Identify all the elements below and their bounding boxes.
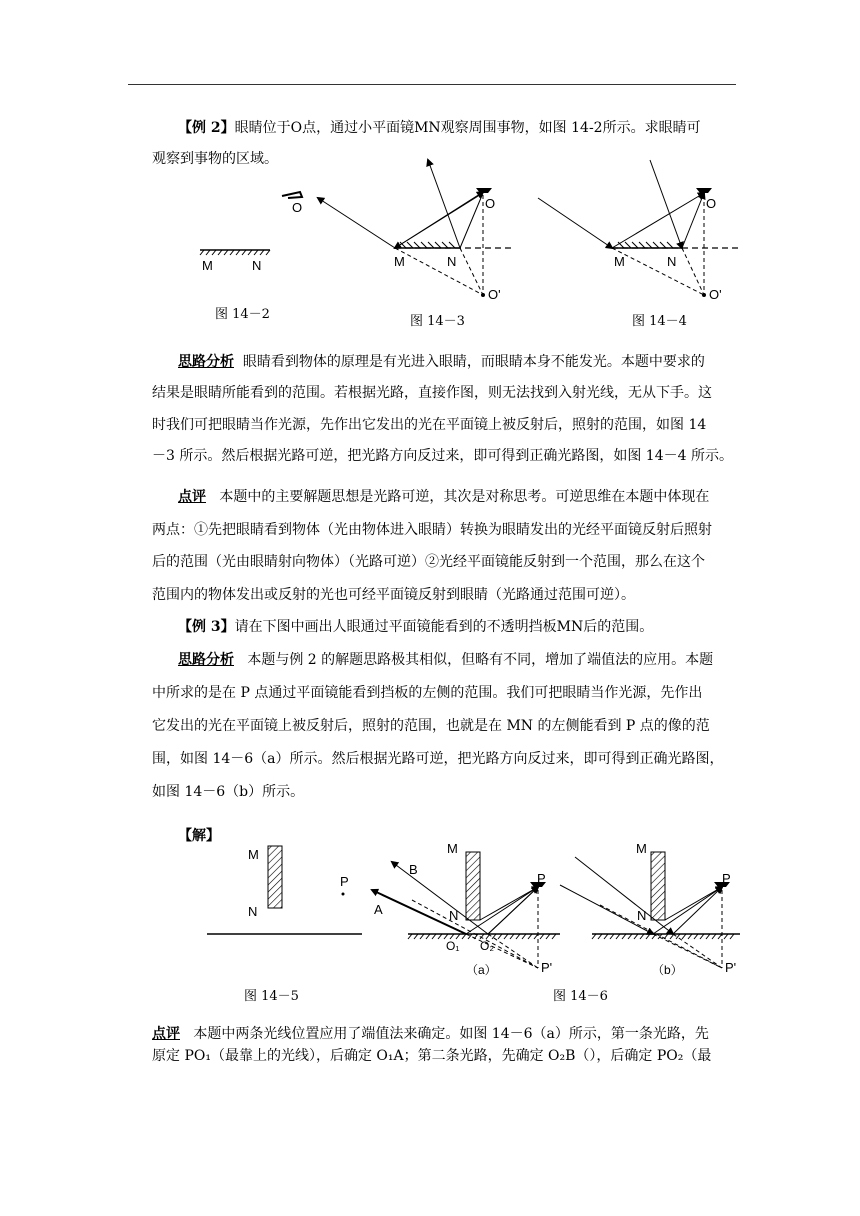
fig6a-label-P: P xyxy=(537,871,546,886)
fig5-label-P: P xyxy=(340,874,349,889)
analysis2-text1: 本题与例 2 的解题思路极其相似，但略有不同，增加了端值法的应用。本题 xyxy=(247,652,714,668)
fig4-label-O-prime: O' xyxy=(709,287,722,302)
fig-14-5-diagram xyxy=(207,846,362,934)
fig3-label-M: M xyxy=(394,254,405,269)
fig6a-ray-N xyxy=(480,887,538,920)
fig6b-label-M: M xyxy=(636,841,647,856)
fig6a-label-O2: O₂ xyxy=(480,939,494,953)
fig6a-label-O1: O₁ xyxy=(446,939,460,953)
fig-14-6a-diagram xyxy=(372,841,560,977)
analysis1-tag: 思路分析 xyxy=(178,354,234,370)
fig6b-label-P-prime: P' xyxy=(725,960,737,975)
fig6a-label-A: A xyxy=(374,902,383,917)
analysis2-line3: 它发出的光在平面镜上被反射后，照射的范围，也就是在 MN 的左侧能看到 P 点的像的范 xyxy=(152,718,710,734)
comment1-line2: 两点：①先把眼睛看到物体（光由物体进入眼睛）转换为眼睛发出的光经平面镜反射后照射 xyxy=(152,522,712,538)
comment1-text1: 本题中的主要解题思想是光路可逆，其次是对称思考。可逆思维在本题中体现在 xyxy=(219,489,710,505)
caption-14-4: 图 14－4 xyxy=(632,314,687,329)
analysis1-line2: 结果是眼睛所能看到的范围。若根据光路，直接作图，则无法找到入射光线，无从下手。这 xyxy=(152,385,712,401)
ex2-tag: 【例 2】 xyxy=(178,120,235,136)
caption-14-2: 图 14－2 xyxy=(215,307,270,322)
comment1-line4: 范围内的物体发出或反射的光也可经平面镜反射到眼睛（光路通过范围可逆）。 xyxy=(152,587,635,603)
comment2-line2: 原定 PO₁（最靠上的光线），后确定 O₁A；第二条光路，先确定 O₂B（），后确定 PO₂（最 xyxy=(152,1048,712,1064)
fig6b-sublabel: （b） xyxy=(652,963,683,977)
fig6b-label-P: P xyxy=(722,871,731,886)
fig6a-barrier xyxy=(466,852,480,920)
analysis2-tag: 思路分析 xyxy=(178,652,234,668)
caption-14-5: 图 14－5 xyxy=(244,989,299,1004)
caption-14-3: 图 14－3 xyxy=(410,314,465,329)
fig6b-barrier xyxy=(651,852,665,920)
comment1-tag: 点评 xyxy=(178,489,206,505)
fig3-label-O: O xyxy=(485,196,496,211)
fig6a-sublabel: （a） xyxy=(466,963,497,977)
fig5-barrier xyxy=(268,846,282,908)
fig4-label-N: N xyxy=(667,254,677,269)
fig4-label-O: O xyxy=(706,196,717,211)
fig6a-label-M: M xyxy=(447,841,458,856)
ex2-text1: 眼睛位于O点，通过小平面镜MN观察周围事物，如图 14-2所示。求眼睛可 xyxy=(234,120,701,136)
analysis2-line2: 中所求的是在 P 点通过平面镜能看到挡板的左侧的范围。我们可把眼睛当作光源，先作出 xyxy=(152,685,703,701)
ex2-line2: 观察到事物的区域。 xyxy=(152,151,278,167)
fig2-label-O: O xyxy=(292,200,303,215)
ex3-text1: 请在下图中画出人眼通过平面镜能看到的不透明挡板MN后的范围。 xyxy=(234,619,654,635)
fig2-label-M: M xyxy=(202,258,213,273)
solution-tag: 【解】 xyxy=(178,828,220,844)
fig5-label-N: N xyxy=(248,904,258,919)
comment1-line3: 后的范围（光由眼睛射向物体）（光路可逆）②光经平面镜能反射到一个范围，那么在这个 xyxy=(152,554,705,570)
fig5-label-M: M xyxy=(248,847,259,862)
comment2-tag: 点评 xyxy=(152,1026,180,1042)
fig6b-reflected-2 xyxy=(673,887,722,934)
fig6a-label-N: N xyxy=(449,908,459,923)
fig6a-label-B: B xyxy=(409,862,418,877)
fig-14-6b-diagram xyxy=(560,841,740,977)
comment2-line1 xyxy=(152,1024,709,1044)
fig3-label-N: N xyxy=(447,254,457,269)
analysis1-text1: 眼睛看到物体的原理是有光进入眼睛，而眼睛本身不能发光。本题中要求的 xyxy=(242,354,705,370)
fig2-label-N: N xyxy=(252,258,262,273)
fig5-point-P xyxy=(342,893,345,896)
caption-14-6: 图 14－6 xyxy=(553,989,608,1004)
fig6a-label-P-prime: P' xyxy=(541,960,553,975)
ex3-tag: 【例 3】 xyxy=(178,619,235,635)
fig6b-label-N: N xyxy=(637,908,647,923)
fig6a-ray-up xyxy=(488,887,538,934)
analysis1-line3: 时我们可把眼睛当作光源，先作出它发出的光在平面镜上被反射后，照射的范围，如图 14 xyxy=(152,417,707,433)
comment2-text1: 本题中两条光线位置应用了端值法来确定。如图 14－6（a）所示，第一条光路，先 xyxy=(193,1026,709,1042)
fig4-label-M: M xyxy=(614,254,625,269)
analysis2-line5: 如图 14－6（b）所示。 xyxy=(152,784,305,800)
analysis2-line4: 围，如图 14－6（a）所示。然后根据光路可逆，把光路方向反过来，即可得到正确光路图， xyxy=(152,751,724,767)
fig3-label-O-prime: O' xyxy=(488,287,501,302)
analysis1-line4: －3 所示。然后根据光路可逆，把光路方向反过来，即可得到正确光路图，如图 14－4 所示。 xyxy=(152,448,733,464)
fig6b-reflected-N xyxy=(665,887,722,920)
